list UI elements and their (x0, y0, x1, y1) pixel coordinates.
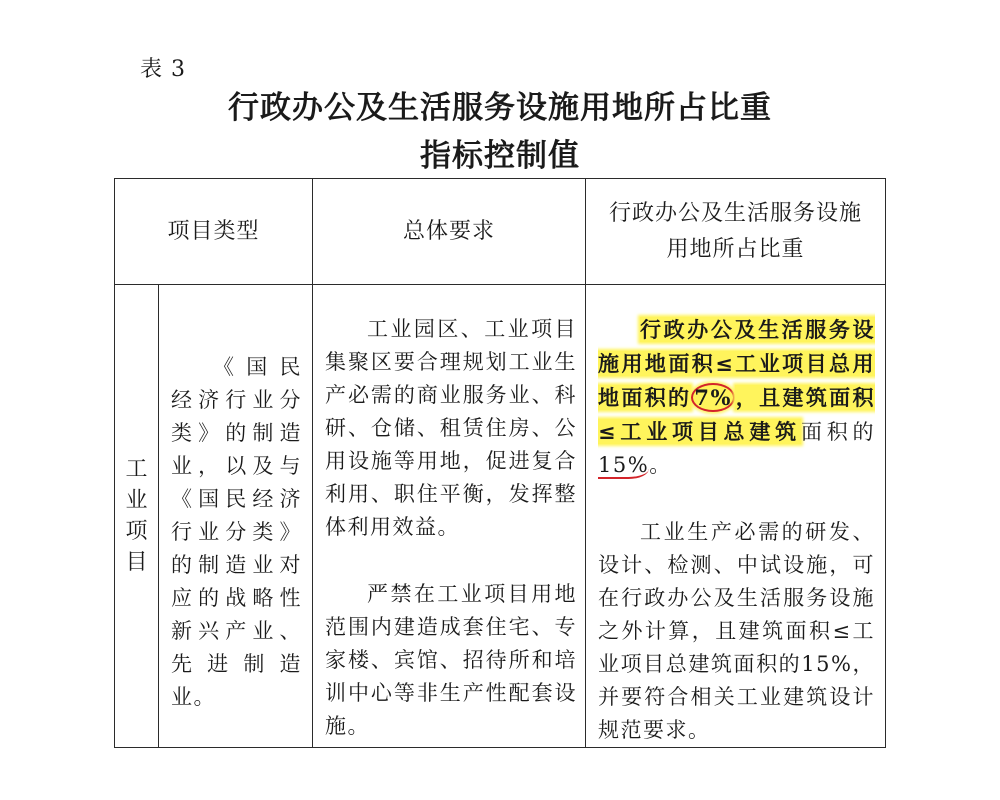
header-overall-requirement: 总体要求 (313, 179, 586, 285)
table-number-label: 表 3 (140, 57, 186, 82)
plain-text: 面积的 (800, 420, 876, 444)
circled-percentage: 7% (691, 383, 735, 412)
category-cell (115, 285, 159, 748)
highlighted-text: 行政办公及生活服务设施用地面积≤工业项目总用地面积的 (598, 317, 876, 410)
ratio-cell (586, 285, 886, 748)
ratio-paragraph-1 (598, 313, 875, 482)
plain-text: 。 (649, 453, 672, 477)
ratio-paragraph-2: 工业生产必需的研发、设计、检测、中试设施，可在行政办公及生活服务设施之外计算，且建筑面积≤工业项目总建筑面积的15%，并要符合相关工业建筑设计规范要求。 (598, 520, 876, 742)
table-title-line-1: 行政办公及生活服务设施用地所占比重 (228, 90, 772, 126)
highlighted-text: ，且建筑面积≤工业项目总建筑 (598, 385, 876, 444)
requirement-paragraph-1: 工业园区、工业项目集聚区要合理规划工业生产必需的商业服务业、科研、仓储、租赁住房、公用设施等用地，促进复合利用、职住平衡，发挥整体利用效益。 (325, 317, 578, 539)
requirement-cell (313, 285, 586, 748)
marked-percentage: 15% (598, 453, 650, 477)
header-project-type: 项目类型 (115, 179, 313, 285)
requirement-paragraph-2: 严禁在工业项目用地范围内建造成套住宅、专家楼、宾馆、招待所和培训中心等非生产性配套设施。 (325, 582, 578, 738)
type-description-cell (159, 285, 313, 748)
header-ratio: 行政办公及生活服务设施用地所占比重 (586, 179, 886, 285)
category-char: 工 (125, 457, 148, 482)
category-char: 目 (125, 550, 148, 575)
category-char: 项 (125, 519, 148, 544)
category-char: 业 (125, 488, 148, 513)
table-row (115, 285, 886, 748)
table-header-row (115, 179, 886, 285)
type-description: 《国民经济行业分类》的制造业，以及与《国民经济行业分类》的制造业对应的战略性新兴产业、先进制造业。 (171, 355, 303, 709)
table-title-line-2: 指标控制值 (420, 138, 580, 174)
indicator-table (114, 178, 886, 748)
